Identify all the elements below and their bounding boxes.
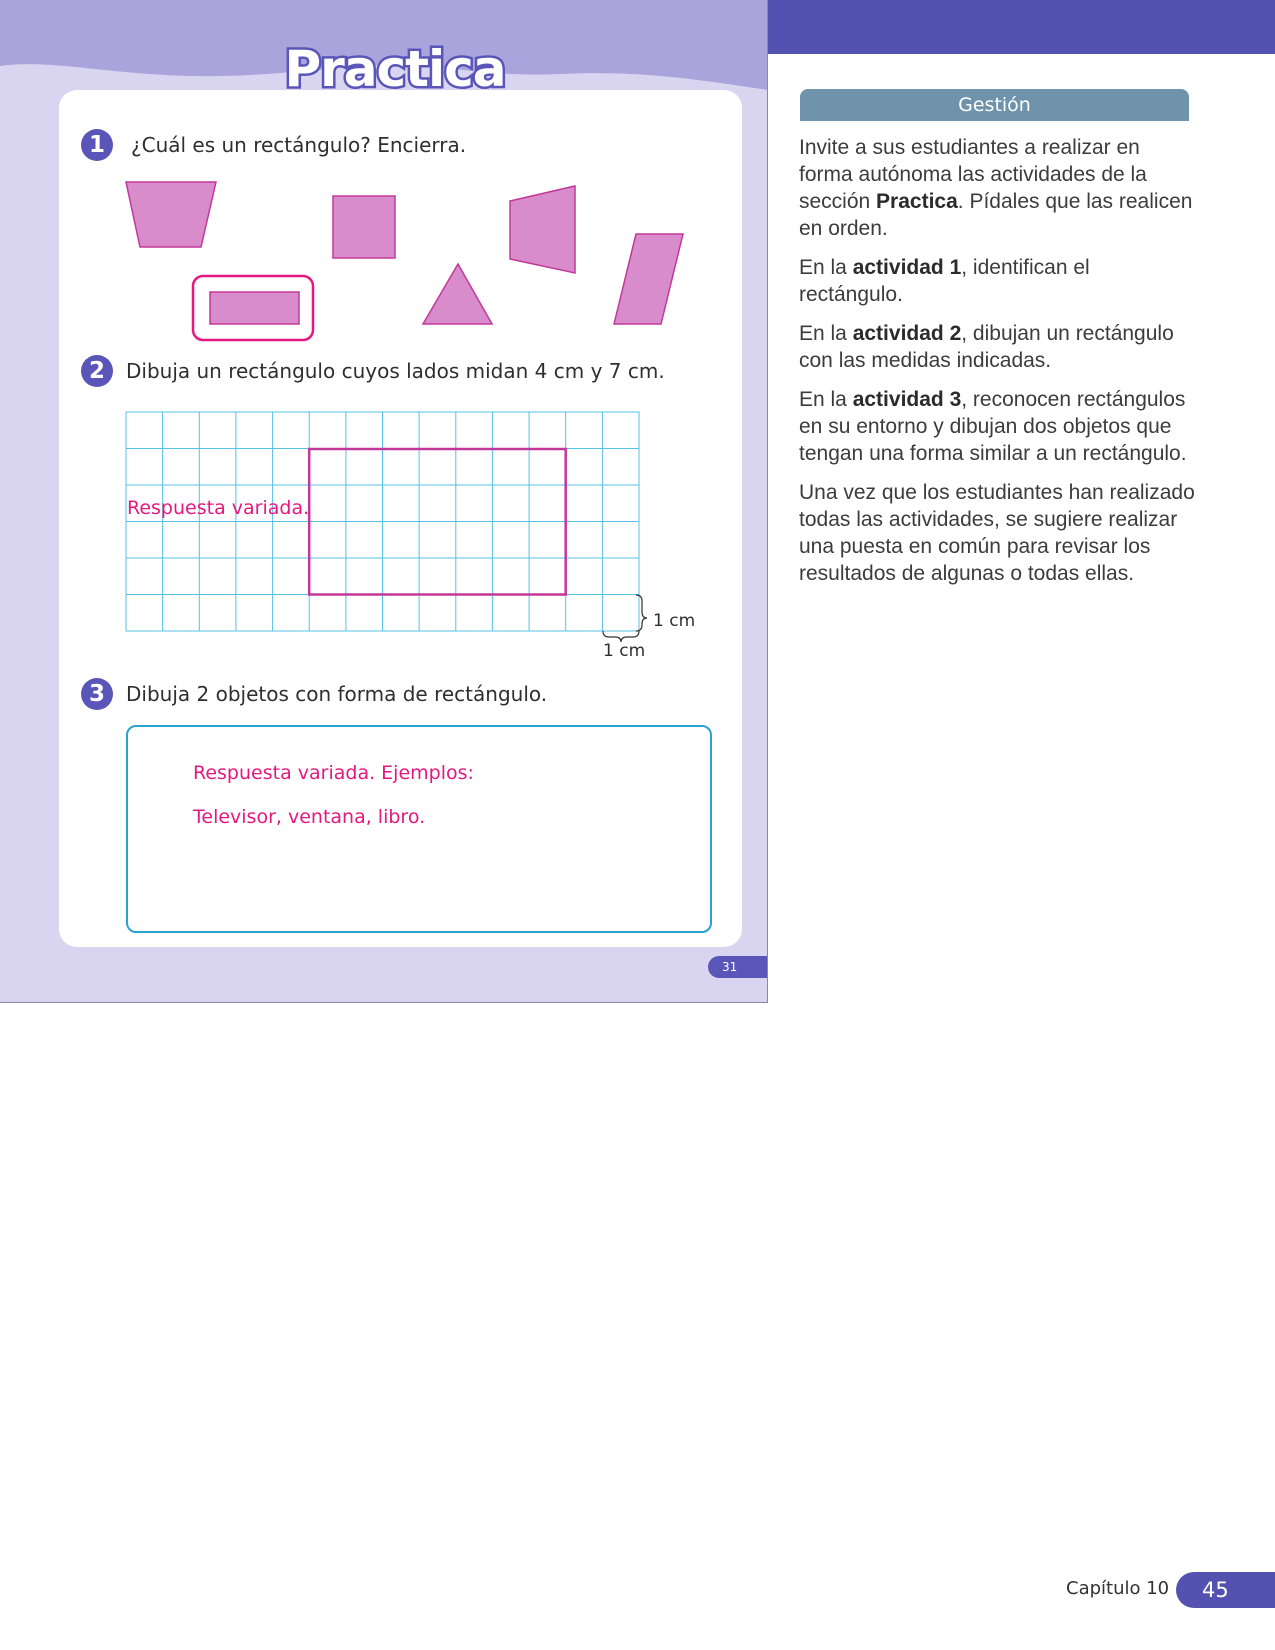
rectangle-shape [210,292,299,324]
parallelogram-shape [614,234,683,324]
quadrilateral-shape [510,186,575,273]
guide-paragraph-2: En la actividad 1, identifican el rectángulo. [799,256,1090,306]
question-number-3: 3 [81,678,113,710]
guide-paragraph-3: En la actividad 2, dibujan un rectángulo con las medidas indicadas. [799,322,1174,372]
triangle-shape [423,264,492,324]
question-3-answer-line2: Televisor, ventana, libro. [193,806,426,828]
question-1-text: ¿Cuál es un rectángulo? Encierra. [131,133,467,157]
guide-paragraph-5: Una vez que los estudiantes han realizado todas las actividades, se sugiere realizar una puesta en común para revisar los resultados de algunas o todas ellas. [799,481,1195,585]
student-page-number: 31 [708,956,768,978]
guide-paragraph-4: En la actividad 3, reconocen rectángulos en su entorno y dibujan dos objetos que tengan una forma similar a un rectángulo. [799,388,1187,465]
top-color-bar [768,0,1275,54]
unit-label-horizontal: 1 cm [603,641,646,661]
question-number-1: 1 [81,129,113,161]
question-2-answer: Respuesta variada. [127,497,310,519]
drawing-area [126,725,712,933]
chapter-label: Capítulo 10 [1066,1578,1170,1599]
student-page [0,0,768,1003]
question-3-text: Dibuja 2 objetos con forma de rectángulo. [126,682,548,706]
page-number: 45 [1176,1572,1275,1608]
question-number-2: 2 [81,355,113,387]
guide-paragraph-1: Invite a sus estudiantes a realizar en forma autónoma las actividades de la sección Practica. Pídales que las realicen en orden. [799,136,1193,240]
trapezoid-shape [126,182,216,247]
unit-label-vertical: 1 cm [653,611,696,631]
page-title: Practica [284,40,506,98]
gestion-header: Gestión [800,89,1189,121]
grid [126,412,639,631]
guide-text [799,134,1199,599]
square-shape [333,196,395,258]
question-2-text: Dibuja un rectángulo cuyos lados midan 4 cm y 7 cm. [126,359,665,383]
vertical-brace [636,595,647,631]
question-3-answer-line1: Respuesta variada. Ejemplos: [193,762,474,784]
